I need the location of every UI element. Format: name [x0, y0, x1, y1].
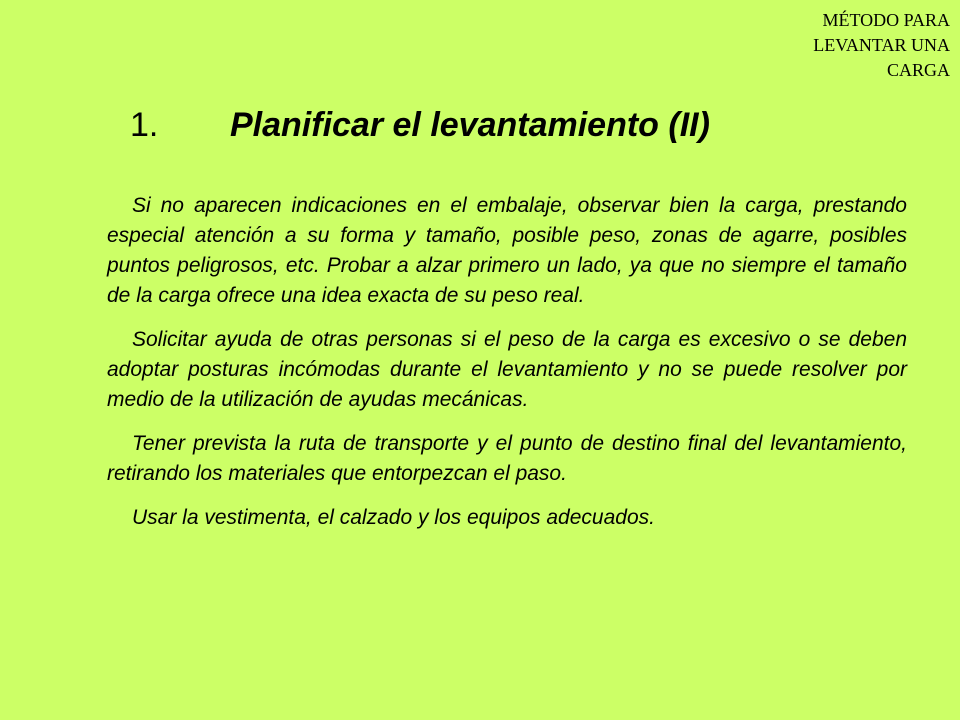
paragraph-request-help: Solicitar ayuda de otras personas si el peso de la carga es excesivo o se deben adoptar posturas incómodas durante el levantamiento y no se puede resolver por medio de la utilización de ayudas mecánicas.	[107, 328, 907, 411]
section-label-line-3: CARGA	[886, 60, 950, 80]
paragraph-inspect-load: Si no aparecen indicaciones en el embalaje, observar bien la carga, prestando especial atención a su forma y tamaño, posible peso, zonas de agarre, posibles puntos peligrosos, etc. Probar a alzar primero un lado, ya que no siempre el tamaño de la carga ofrece una idea exacta de su peso real.	[107, 194, 907, 307]
section-label	[750, 8, 950, 83]
slide-body	[107, 191, 907, 547]
title-text: Planificar el levantamiento (II)	[230, 106, 710, 144]
slide-title	[130, 103, 710, 147]
paragraph-equipment: Usar la vestimenta, el calzado y los equipos adecuados.	[132, 506, 655, 529]
section-label-line-2: LEVANTAR UNA	[813, 35, 950, 55]
section-label-line-1: MÉTODO PARA	[822, 10, 950, 30]
paragraph-plan-route: Tener prevista la ruta de transporte y el punto de destino final del levantamiento, retirando los materiales que entorpezcan el paso.	[107, 432, 907, 485]
title-number: 1.	[130, 106, 159, 144]
